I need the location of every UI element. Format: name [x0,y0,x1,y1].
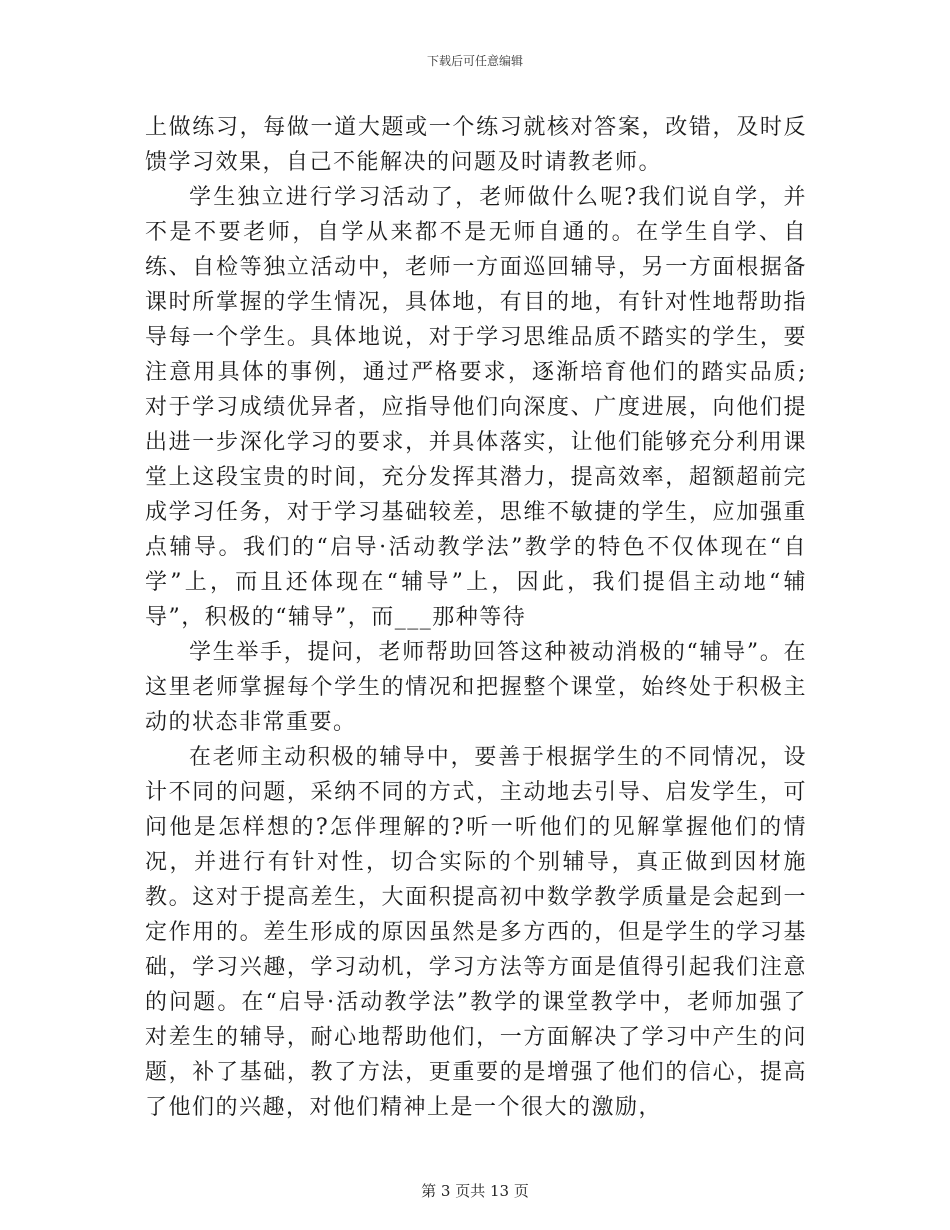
page-header: 下载后可任意编辑 [426,54,523,68]
paragraph: 在老师主动积极的辅导中，要善于根据学生的不同情况，设计不同的问题，采纳不同的方式，主动地去引导、启发学生，可问他是怎样想的?怎伴理解的?听一听他们的见解掌握他们的情况，并进行有针对性，切合实际的个别辅导，真正做到因材施教。这对于提高差生，大面积提高初中数学教学质量是会起到一定作用的。差生形成的原因虽然是多方西的，但是学生的学习基础，学习兴趣，学习动机，学习方法等方面是值得引起我们注意的问题。在“启导·活动教学法”教学的课堂教学中，老师加强了对差生的辅导，耐心地帮助他们，一方面解决了学习中产生的问题，补了基础，教了方法，更重要的是增强了他们的信心，提高了他们的兴趣，对他们精神上是一个很大的激励， [145,745,807,1120]
paragraph: 学生举手，提问，老师帮助回答这种被动消极的“辅导”。在这里老师掌握每个学生的情况和把握整个课堂，始终处于积极主动的状态非常重要。 [145,640,807,735]
page-number: 第 3 页共 13 页 [421,1182,529,1200]
document-body [145,110,807,1125]
paragraph: 学生独立进行学习活动了，老师做什么呢?我们说自学，并不是不要老师，自学从来都不是无师自通的。在学生自学、自练、自检等独立活动中，老师一方面巡回辅导，另一方面根据备课时所掌握的学生情况，具体地，有目的地，有针对性地帮助指导每一个学生。具体地说，对于学习思维品质不踏实的学生，要注意用具体的事例，通过严格要求，逐渐培育他们的踏实品质;对于学习成绩优异者，应指导他们向深度、广度进展，向他们提出进一步深化学习的要求，并具体落实，让他们能够充分利用课堂上这段宝贵的时间，充分发挥其潜力，提高效率，超额超前完成学习任务，对于学习基础较差，思维不敏捷的学生，应加强重点辅导。我们的“启导·活动教学法”教学的特色不仅体现在“自学”上，而且还体现在“辅导”上，因此，我们提倡主动地“辅导”，积极的“辅导”，而___那种等待 [145,185,807,630]
paragraph: 上做练习，每做一道大题或一个练习就核对答案，改错，及时反馈学习效果，自己不能解决的问题及时请教老师。 [145,115,807,175]
